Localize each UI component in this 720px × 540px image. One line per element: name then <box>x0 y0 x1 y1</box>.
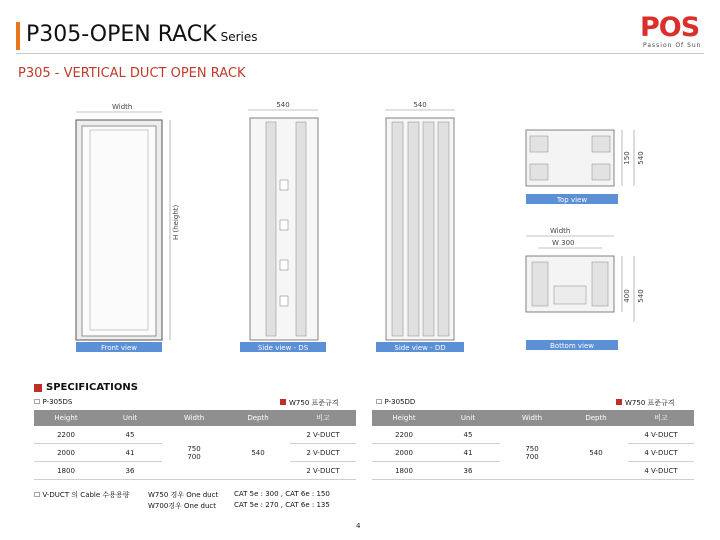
col-width: Width <box>162 410 226 426</box>
dim-540-top: 540 <box>637 151 645 165</box>
cell-remark: 4 V-DUCT <box>628 426 694 444</box>
front-view-label: Front view <box>100 344 138 352</box>
col-depth: Depth <box>226 410 290 426</box>
cell-height: 1800 <box>34 462 98 480</box>
width-dim-label: Width <box>112 103 133 111</box>
dim-150: 150 <box>623 151 631 165</box>
note-marker <box>280 399 286 405</box>
cell-unit: 36 <box>436 462 500 480</box>
spec-table-ds <box>34 410 356 480</box>
side-view-dd-drawing <box>376 101 464 352</box>
left-model-text: P-305DS <box>42 398 73 406</box>
top-view-label: Top view <box>556 196 588 204</box>
cell-unit: 45 <box>98 426 162 444</box>
left-note-text: W750 표준규격 <box>289 399 339 407</box>
front-view-drawing <box>76 103 180 352</box>
cell-remark: 4 V-DUCT <box>628 462 694 480</box>
cell-remark: 2 V-DUCT <box>290 426 356 444</box>
title-text: P305-OPEN RACK <box>26 22 217 47</box>
spec-table-dd <box>372 410 694 480</box>
side-view-ds-drawing <box>240 101 326 352</box>
cell-height: 2000 <box>372 444 436 462</box>
cell-depth: 540 <box>226 426 290 480</box>
table-row <box>372 426 694 444</box>
spec-title: SPECIFICATIONS <box>46 382 138 393</box>
col-remark: 비고 <box>628 410 694 426</box>
table-row <box>34 426 356 444</box>
dim-540-bottom: 540 <box>637 289 645 303</box>
col-depth: Depth <box>564 410 628 426</box>
footnote-line2-a: W700경우 One duct <box>148 502 216 510</box>
title-series: Series <box>220 30 258 44</box>
cell-remark: 2 V-DUCT <box>290 444 356 462</box>
footnote-line1-b: CAT 5e : 300 , CAT 6e : 150 <box>234 490 330 498</box>
cell-unit: 36 <box>98 462 162 480</box>
left-standard-note <box>280 398 339 408</box>
right-standard-note <box>616 398 675 408</box>
header-divider <box>16 53 704 54</box>
cell-height: 2200 <box>34 426 98 444</box>
col-unit: Unit <box>98 410 162 426</box>
col-unit: Unit <box>436 410 500 426</box>
dim-540-b: 540 <box>413 101 427 109</box>
spec-marker <box>34 384 42 392</box>
cell-unit: 41 <box>436 444 500 462</box>
bottom-view-label: Bottom view <box>549 342 595 350</box>
top-view-drawing <box>526 130 645 204</box>
footnote-label: ☐ V-DUCT 의 Cable 수용용량 <box>34 491 130 499</box>
footnote-line2-b: CAT 5e : 270 , CAT 6e : 135 <box>234 501 330 509</box>
brand-logo: POS <box>640 12 700 43</box>
title-accent-bar <box>16 22 20 50</box>
cell-width: 750 700 <box>162 426 226 480</box>
cell-width: 750 700 <box>500 426 564 480</box>
footnote-line1-a: W750 경우 One duct <box>148 491 219 499</box>
w-width-label: Width <box>550 227 571 235</box>
cell-unit: 45 <box>436 426 500 444</box>
col-width: Width <box>500 410 564 426</box>
left-model-label: ☐ P-305DS <box>34 398 73 406</box>
rack-drawings <box>70 100 670 355</box>
cell-remark: 2 V-DUCT <box>290 462 356 480</box>
right-model-text: P-305DD <box>384 398 416 406</box>
cell-height: 2200 <box>372 426 436 444</box>
col-height: Height <box>34 410 98 426</box>
cell-depth: 540 <box>564 426 628 480</box>
cell-height: 2000 <box>34 444 98 462</box>
bottom-view-drawing <box>526 227 645 350</box>
page-subtitle: P305 - VERTICAL DUCT OPEN RACK <box>18 66 246 81</box>
spec-header-row <box>34 410 356 426</box>
page-title <box>26 22 258 47</box>
w-300-label: W 300 <box>552 239 575 247</box>
dim-400: 400 <box>623 289 631 303</box>
cell-height: 1800 <box>372 462 436 480</box>
spec-header-row <box>372 410 694 426</box>
dim-540-a: 540 <box>276 101 290 109</box>
right-model-label: ☐ P-305DD <box>376 398 416 406</box>
footnote-label-text: V-DUCT 의 Cable 수용용량 <box>42 491 130 499</box>
col-remark: 비고 <box>290 410 356 426</box>
right-note-text: W750 표준규격 <box>625 399 675 407</box>
brand-tagline: Passion Of Sun <box>643 42 702 49</box>
side-view-dd-label: Side view - DD <box>394 344 446 352</box>
cell-unit: 41 <box>98 444 162 462</box>
note-marker <box>616 399 622 405</box>
cell-remark: 4 V-DUCT <box>628 444 694 462</box>
height-dim-label: H (height) <box>172 204 180 240</box>
side-view-ds-label: Side view - DS <box>257 344 309 352</box>
page-number: 4 <box>356 522 361 530</box>
col-height: Height <box>372 410 436 426</box>
